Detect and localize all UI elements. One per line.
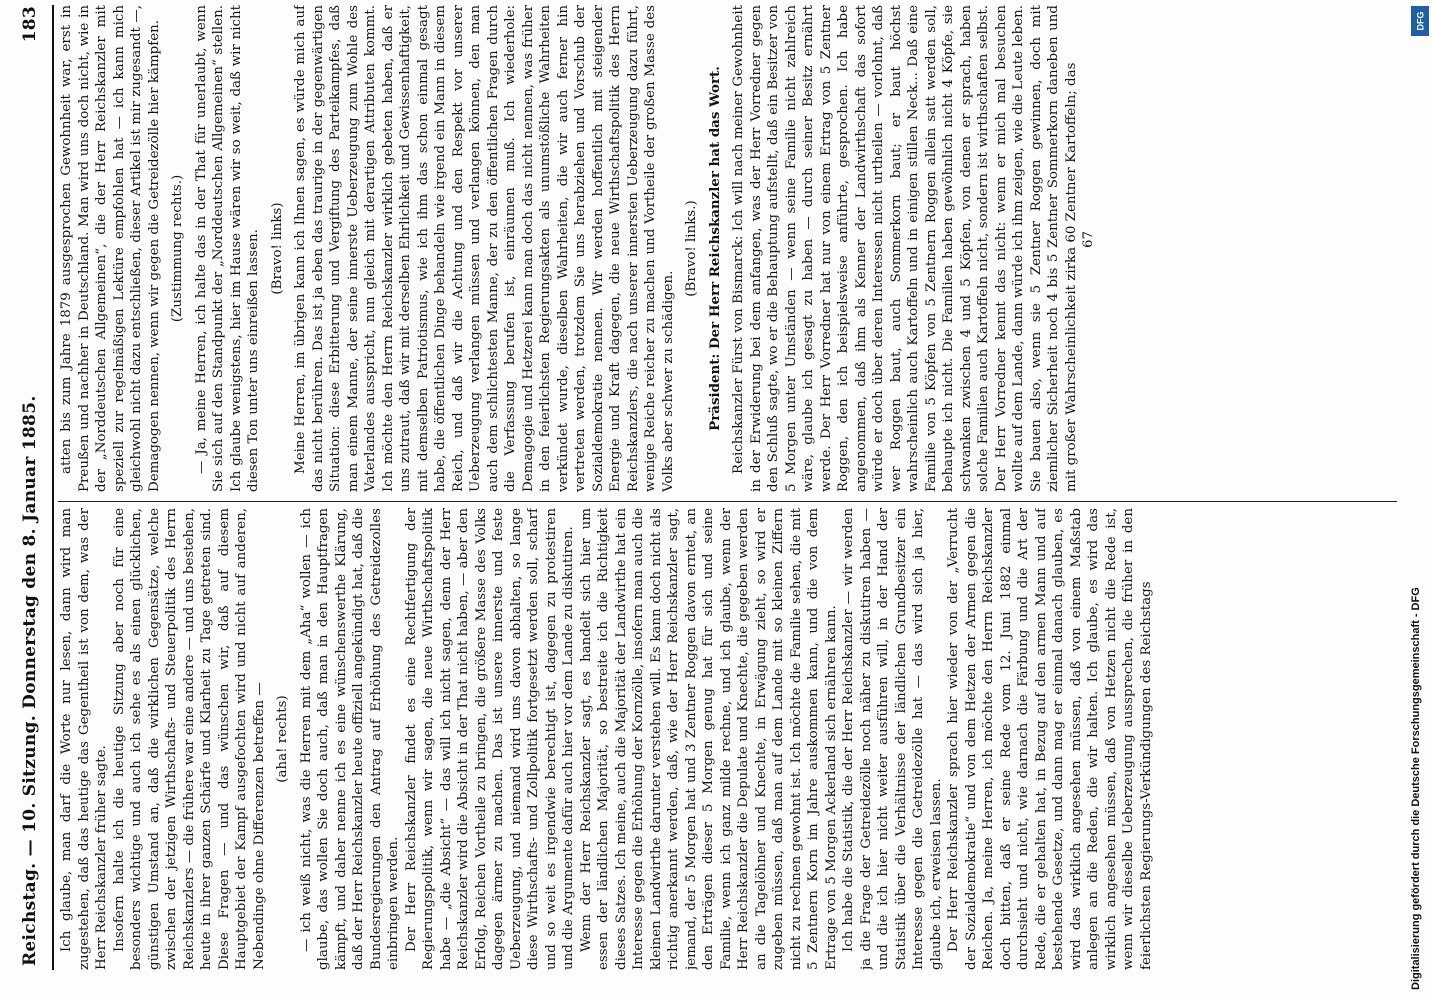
paragraph: Reichskanzler Fürst von Bismarck: Ich will nach meiner Gewohnheit in der Erwiderung bei dem anfangen, was der Herr Vorredner gegen den Schluß sagte, wo er die Behauptung aufstellt, daß ein Besitzer von 5 Morgen unter Umständen — wenn seine Familie nicht zahlreich wäre, glaube ich gesagt zu haben — durch seiner Besitz ernährt werde. Der Herr Vorredner hat nur von einem Ertrag von 5 Zentner Roggen, den ich beispielsweise anführte, gesprochen. Ich habe angenommen, daß ihm als Kenner der Landwirthschaft das sofort würde er doch über deren Interessen nicht urtheilen — vorlohnt, daß wer Roggen baut, auch Sommerkorn baut; er baut höchst wahrscheinlich auch Kartoffeln und in einigen stillen Neck... Daß eine Familie von 5 Köpfen von 5 Zentnern Roggen allein satt werden soll, behaupte ich nicht. Die Familien haben gewöhnlich nicht 4 Köpfe, sie schwanken zwischen 4 und 5 Köpfen, von denen er sprach, haben solche Familien auch Kartoffeln nicht, sondern ist wirthschaften selbst. Der Herr Vorredner kennt das nicht: wenn er mich mal besuchen wollte auf dem Lande, dann würde ich ihm zeigen, wie die Leute leben. Sie bauen also, wenn sie 5 Zentner Roggen gewinnen, doch mit ziemlicher Sicherheit noch 4 bis 5 Zentner Sommerkorn daneben und mit großer Wahrscheinlichkeit zirka 60 Zentner Kartoffeln; das [731, 5, 1079, 492]
paragraph: Meine Herren, im übrigen kann ich Ihnen sagen, es würde mich auf das nicht berühren. Das ist ja eben das traurige in der gegenwärtigen Situation: diese Erbitterung und Vergiftung des Parteikampfes, daß man einem Manne, der seine innerste Ueberzeugung zum Wohle des Vaterlandes ausspricht, nun gleich mit derartigen Attributen kommt. Ich möchte den Herrn Reichskanzler wirklich gebeten haben, daß er uns zutraut, daß wir mit derselben Ehrlichkeit und Gewissenhaftigkeit, mit demselben Patriotismus, wie ich ihm das schon einmal gesagt habe, die öffentlichen Dinge behandeln wie irgend ein Mann in diesem Reich, und daß wir die Achtung und den Respekt vor unserer Ueberzeugung verlangen müssen und verlangen können, den man auch dem schlichtesten Manne, der zu den öffentlichen Fragen durch die Verfassung berufen ist, einräumen muß. Ich wiederhole: Demagogie und Hetzerei kann man doch das nicht nennen, was früher in den feierlichsten Regierungsakten als unumstößliche Wahrheiten verkündet wurde, dieselben Wahrheiten, die wir auch ferner hin vertreten werden, trotzdem Sie uns herabziehen und Vorschub der Sozialdemokratie nennen. Wir werden hoffentlich mit steigender Energie und Kraft dagegen, die neue Wirthschaftspolitik des Herrn Reichskanzlers, die nach unserer innersten Ueberzeugung dazu führt, wenige Reiche reicher zu machen und Vortheile der großen Masse des Volks aber schwer zu schädigen. [293, 5, 676, 492]
paragraph: atten bis zum Jahre 1879 ausgesprochen Gewohnheit war, erst in Preußen und nachher in Deutschland. Man wird uns doch nicht, wie in der „Norddeutschen Allgemeinen“, die der Herr Reichskanzler mit speziell zur regelmäßigen Lektüre empfohlen hat — ich kann mich gleichwohl nicht dazu entschließen, dieser Artikel ist mir zugesandt —, Demagogen nennen, wenn wir gegen die Getreidezölle hier kämpfen. [59, 5, 162, 492]
dfg-credit-text: Digitalisierung gefördert durch die Deutsche Forschungsgemeinschaft - DFG [1410, 587, 1422, 990]
dfg-credit-strip [1408, 0, 1432, 1000]
speaker-line: Präsident: Der Herr Reichskanzler hat das Wort. [706, 66, 723, 431]
paragraph: Ich habe die Statistik, die der Herr Reichskanzler — wir werden ja die Frage der Getreidezölle noch näher zu diskutiren haben — und die ich hier nicht weiter ausführen will, in der Hand der Statistik über die Verhältnisse der ländlichen Grundbesitzer ein Interesse gegen die Getreidezölle hat — das wird sich ja hier, glaube ich, erweisen lassen. [841, 508, 944, 970]
interjection: (Bravo! links.) [684, 200, 699, 297]
paragraph: Der Herr Reichskanzler sprach hier wieder von der „Verrucht der Sozialdemokratie“ und von dem Hetzen der Armen gegen die Reichen. Ja, meine Herren, ich möchte den Herrn Reichskanzler doch bitten, daß er seine Rede vom 12. Juni 1882 einmal durchsieht und nicht, wie darnach die Färbung und die Art der Rede, die er gehalten hat, in Bezug auf den armen Mann und auf bestehende Gesetze, und dann mag er einmal danach glauben, es wird das wirklich angesehen müssen, daß von einem Maßstab anlegen an die Reden, die wir halten. Ich glaube, es wird das wirklich angesehen müssen, daß von Hetzen nicht die Rede ist, wenn wir dieselbe Ueberzeugung aussprechen, die früher in den feierlichsten Regierungs-Verkündigungen des Reichstags [946, 508, 1154, 970]
sheet-number: 67 [1081, 230, 1096, 249]
interjection: (aha! rechts) [275, 695, 290, 783]
header-title: Reichstag. — 10. Sitzung. Donnerstag den 8. Januar 1885. [20, 395, 40, 966]
rotated-page-content [12, 0, 1407, 1000]
paragraph: — Ja, meine Herren, ich halte das in der That für unerlaubt, wenn Sie sich auf den Standpunkt der „Norddeutschen Allgemeinen“ stellen. Ich glaube wenigstens, hier im Hause wären wir so weit, daß wir nicht diesen Ton unter uns einreißen lassen. [193, 5, 261, 492]
paragraph: Ich glaube, man darf die Worte nur lesen, dann wird man zugestehen, daß das heutige das Gegentheil ist von dem, was der Herr Reichskanzler früher sagte. [59, 508, 109, 970]
dfg-logo-text: DFG [1415, 11, 1425, 31]
paragraph: Wenn der Herr Reichskanzler sagt, es handelt sich hier um essen der ländlichen Majorität, so bestreite ich die Richtigkeit dieses Satzes. Ich meine, auch die Majorität der Landwirthe hat ein Interesse gegen die Erhöhung der Kornzölle, insofern man auch die kleinen Landwirthe darunter verstehen will. Es kann doch nicht als richtig anerkannt werden, daß, wie der Herr Reichskanzler sagt, jemand, der 5 Morgen hat und 3 Zentner Roggen davon erntet, an den Erträgen dieser 5 Morgen genug hat für sich und seine Familie, wenn ich ganz milde rechne, und ich glaube, wenn der Herr Reichskanzler die Depulate und Knechte, die gegeben werden an die Tagelöhner und Knechte, in Erwägung zieht, so wird er zugeben müssen, daß man auf dem Lande mit so kleinen Ziffern nicht zu rechnen gewohnt ist. Ich möchte die Familie sehen, die mit 5 Zentnern Korn im Jahre auskommen kann, und die von dem Ertrage von 5 Morgen Ackerland sich ernähren kann. [578, 508, 839, 970]
column-divider [58, 501, 1397, 502]
running-header [20, 0, 46, 1000]
text-column-right [58, 5, 1401, 492]
text-column-left [58, 508, 1401, 970]
paragraph: Der Herr Reichskanzler findet es eine Rechtfertigung der Regierungspolitik, wenn wir sagen, die neue Wirthschaftspolitik habe — „die Absicht“ — das will ich nicht sagen, denn der Herr Reichskanzler wird die Absicht in der That nicht haben, — aber den Erfolg, Reichen Vortheile zu bringen, die größere Masse des Volks dagegen ärmer zu machen. Das ist unsere innerste und feste Ueberzeugung, und niemand wird uns davon abhalten, so lange diese Wirthschafts- und Zollpolitik fortgesetzt werden soll, scharf und so weit es irgendwie berechtigt ist, dagegen zu protestiren und die Argumente dafür auch hier vor dem Lande zu diskutiren. [403, 508, 576, 970]
header-rule [52, 5, 54, 970]
page-number: 183 [20, 6, 40, 43]
interjection: (Bravo! links) [269, 202, 285, 295]
interjection: (Zustimmung rechts.) [170, 174, 185, 323]
paragraph: Insofern halte ich die heutige Sitzung aber noch für eine besonders wichtige und auch ich sehe es als einen glücklichen, günstigen Umstand an, daß die wirklichen Gegensätze, welche zwischen der jetzigen Wirthschafts- und Steuerpolitik des Herrn Reichskanzlers — die frühere war eine andere — und uns bestehen, heute in ihrer ganzen Schärfe und Klarheit zu Tage getreten sind. Diese Fragen — und das wünschen wir, daß auf diesem Hauptgebiet der Kampf ausgefochten wird und nicht auf anderen, Nebendinge ohne Differenzen betreffen — [111, 508, 267, 970]
paragraph: — ich weiß nicht, was die Herren mit dem „Aha“ wollen — ich glaube, das wollen Sie doch auch, daß man in den Hauptfragen kämpft, und daher nenne ich es eine wünschenswerthe Klärung, daß der Herr Reichskanzler heute offiziell angekündigt hat, daß die Bundesregierungen den Antrag auf Erhöhung des Getreidezolles einbringen werden. [298, 508, 401, 970]
